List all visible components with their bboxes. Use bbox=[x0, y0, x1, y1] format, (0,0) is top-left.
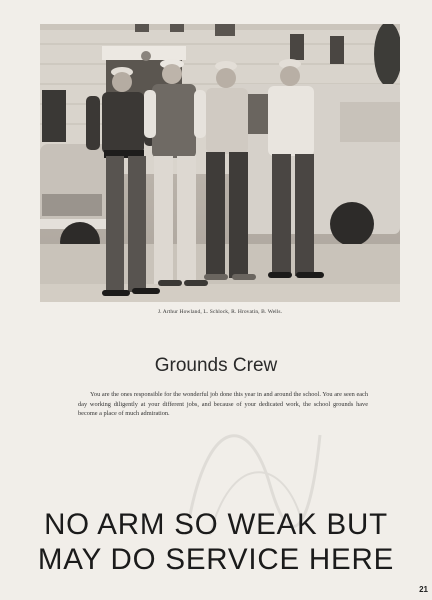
section-body: You are the ones responsible for the wonderful job done this year in and around the school. You are seen each day working diligently at your different jobs, and because of your dedicated work, the school grounds have become a place of much admiration. bbox=[78, 391, 368, 418]
motto-line-2: MAY DO SERVICE HERE bbox=[37, 543, 395, 576]
photo-caption: J. Arthur Howland, L. Schlock, R. Hrovatin, B. Wells. bbox=[157, 309, 283, 315]
page-number: 21 bbox=[419, 585, 428, 594]
section-title: Grounds Crew bbox=[154, 355, 278, 376]
group-photo-illustration bbox=[40, 24, 400, 302]
group-photo bbox=[40, 24, 400, 302]
motto-line-1: NO ARM SO WEAK BUT bbox=[44, 508, 388, 541]
motto bbox=[0, 507, 432, 577]
